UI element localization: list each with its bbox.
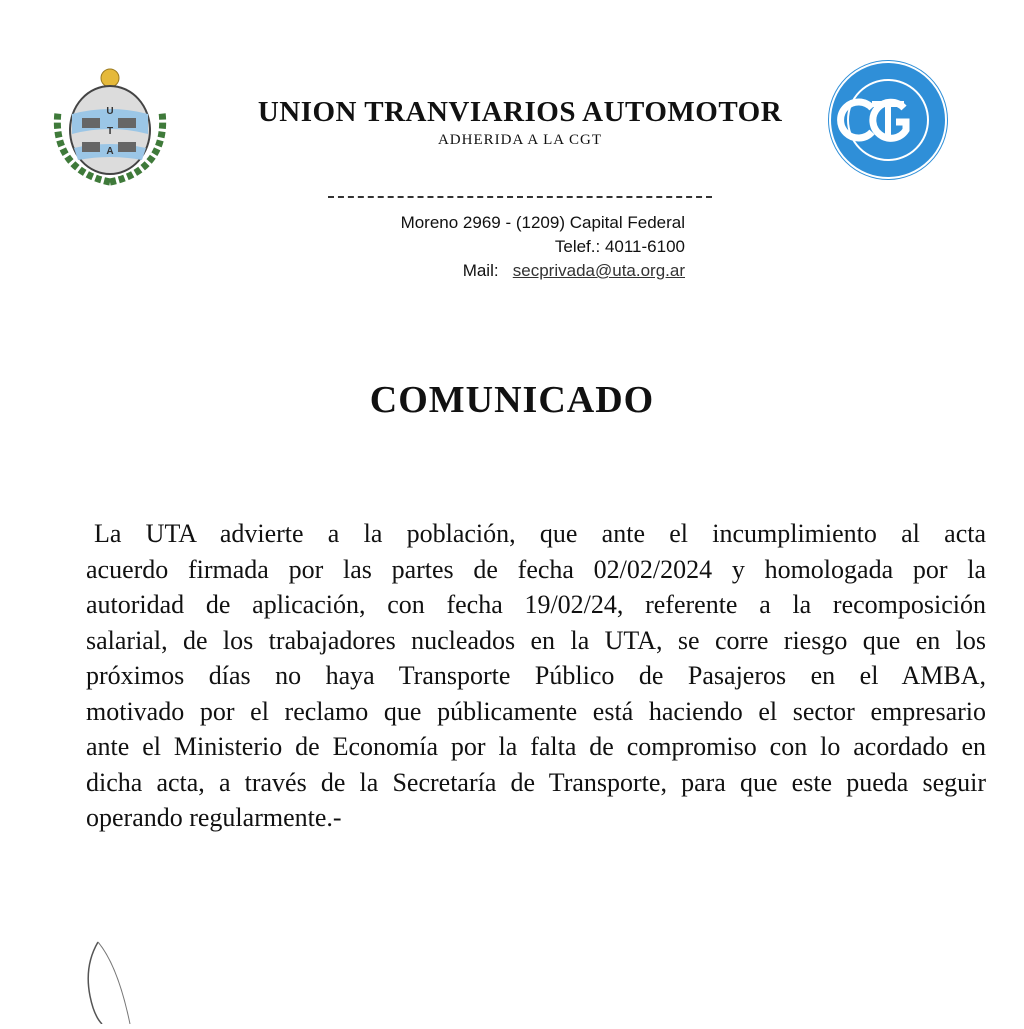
svg-text:U: U [106, 106, 114, 117]
communique-body [86, 516, 986, 836]
cgt-logo-icon [826, 58, 950, 182]
body-line: dicha acta, a través de la Secretaría de Transporte, para que este pueda seguir [86, 767, 986, 797]
contact-mail [300, 258, 685, 284]
uta-emblem-icon [48, 64, 172, 188]
body-line: ante el Ministerio de Economía por la falta de compromiso con lo acordado en [86, 732, 986, 761]
body-line: salarial, de los trabajadores nucleados en la UTA, se corre riesgo que en los [86, 625, 986, 655]
body-line: motivado por el reclamo que públicamente está haciendo el sector empresario [86, 696, 986, 726]
contact-address: Moreno 2969 - (1209) Capital Federal [400, 213, 685, 232]
mail-label: Mail: [462, 261, 499, 280]
org-affiliation: ADHERIDA A LA CGT [437, 132, 603, 148]
body-line: autoridad de aplicación, con fecha 19/02/24, referente a la recomposición [86, 590, 986, 619]
body-line: acuerdo firmada por las partes de fecha 02/02/2024 y homologada por la [86, 554, 986, 584]
contact-phone: Telef.: 4011-6100 [554, 237, 685, 256]
header-divider [328, 196, 712, 198]
svg-text:T: T [106, 126, 114, 137]
body-line: operando regularmente.- [86, 803, 342, 832]
body-line: próximos días no haya Transporte Público de Pasajeros en el AMBA, [86, 661, 986, 690]
mail-link[interactable]: secprivada@uta.org.ar [512, 261, 685, 280]
svg-text:A: A [106, 146, 114, 157]
body-line: La UTA advierte a la población, que ante el incumplimiento al acta [94, 519, 986, 548]
signature-stroke [78, 936, 158, 1024]
document-title: COMUNICADO [369, 379, 655, 421]
org-name: UNION TRANVIARIOS AUTOMOTOR [257, 96, 783, 128]
